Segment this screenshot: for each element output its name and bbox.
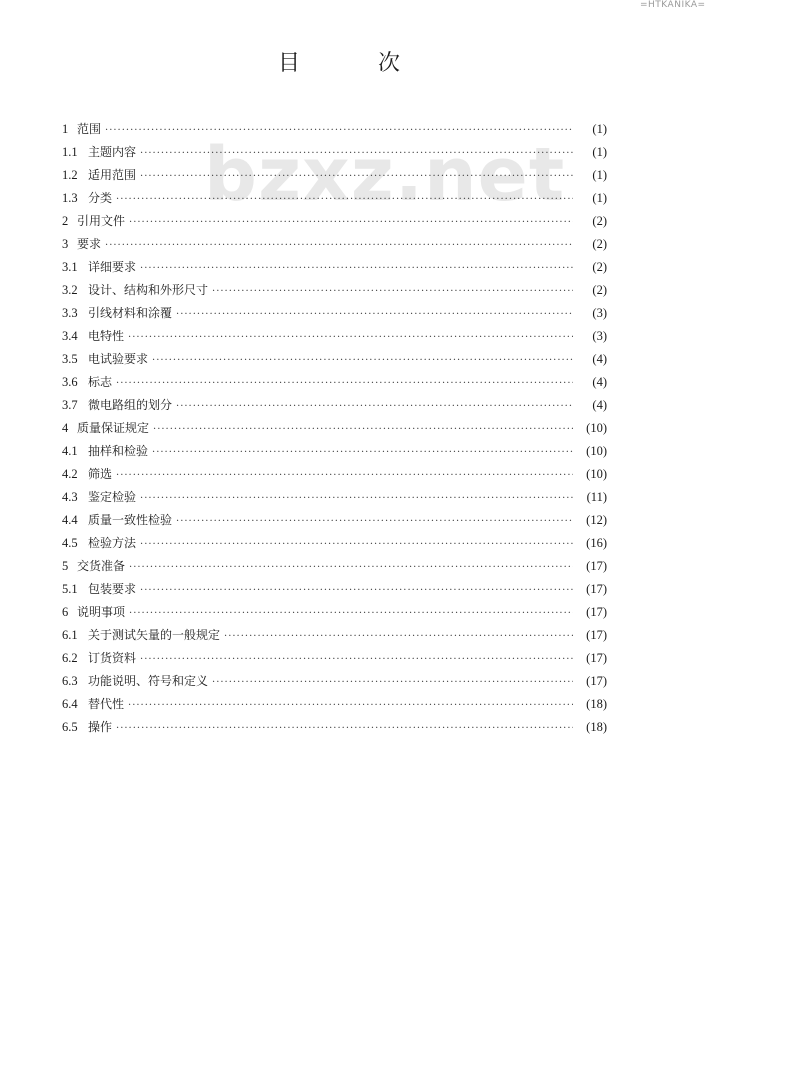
toc-entry[interactable] (62, 233, 607, 256)
toc-entry-page: (16) (586, 536, 607, 550)
toc-entry-label: 电试验要求 (88, 352, 149, 366)
toc-entry[interactable] (62, 394, 607, 417)
toc-entry-number: 1.1 (62, 145, 78, 159)
toc-entry-label: 检验方法 (88, 536, 137, 550)
toc-entry-label: 关于测试矢量的一般规定 (88, 628, 221, 642)
toc-entry-page: (2) (592, 283, 607, 297)
toc-entry-number: 3.3 (62, 306, 78, 320)
toc-leader-dots (140, 648, 573, 671)
toc-entry-page: (18) (586, 720, 607, 734)
toc-entry[interactable] (62, 164, 607, 187)
toc-leader-dots (140, 579, 573, 602)
toc-entry-page: (2) (592, 260, 607, 274)
toc-leader-dots (128, 694, 573, 717)
toc-entry-number: 6.5 (62, 720, 78, 734)
toc-leader-dots (116, 188, 573, 211)
toc-entry-page: (3) (592, 306, 607, 320)
title-char-1: 目 (278, 51, 301, 76)
toc-entry[interactable] (62, 601, 607, 624)
toc-leader-dots (128, 326, 573, 349)
toc-entry-page: (4) (592, 352, 607, 366)
toc-leader-dots (116, 372, 573, 395)
toc-entry-page: (17) (586, 559, 607, 573)
toc-entry-label: 包装要求 (88, 582, 137, 596)
toc-entry-number: 2 (62, 214, 69, 228)
page-title (278, 46, 400, 77)
toc-entry-label: 替代性 (88, 697, 125, 711)
toc-entry-number: 6 (62, 605, 69, 619)
toc-entry-label: 操作 (88, 720, 113, 734)
toc-entry-label: 微电路组的划分 (88, 398, 173, 412)
toc-entry-label: 要求 (77, 237, 102, 251)
toc-entry-page: (17) (586, 582, 607, 596)
toc-entry-label: 引线材料和涂覆 (88, 306, 173, 320)
toc-leader-dots (224, 625, 573, 648)
toc-entry-page: (4) (592, 375, 607, 389)
toc-leader-dots (140, 487, 573, 510)
toc-entry-page: (1) (592, 191, 607, 205)
toc-leader-dots (116, 464, 573, 487)
toc-entry-number: 6.3 (62, 674, 78, 688)
toc-entry-page: (3) (592, 329, 607, 343)
toc-entry[interactable] (62, 509, 607, 532)
toc-entry-number: 3.4 (62, 329, 78, 343)
toc-entry[interactable] (62, 486, 607, 509)
toc-entry[interactable] (62, 256, 607, 279)
toc-entry-number: 3.2 (62, 283, 78, 297)
toc-entry-number: 3 (62, 237, 69, 251)
toc-entry-label: 适用范围 (88, 168, 137, 182)
toc-entry-label: 详细要求 (88, 260, 137, 274)
toc-entry[interactable] (62, 555, 607, 578)
toc-entry-number: 1.2 (62, 168, 78, 182)
toc-entry[interactable] (62, 417, 607, 440)
toc-entry-number: 4.2 (62, 467, 78, 481)
toc-leader-dots (176, 510, 573, 533)
toc-entry-label: 说明事项 (77, 605, 126, 619)
toc-entry-page: (10) (586, 421, 607, 435)
toc-entry[interactable] (62, 670, 607, 693)
toc-entry[interactable] (62, 371, 607, 394)
toc-entry-label: 主题内容 (88, 145, 137, 159)
toc-entry-page: (17) (586, 605, 607, 619)
toc-entry-page: (10) (586, 467, 607, 481)
toc-entry-label: 分类 (88, 191, 113, 205)
toc-entry-label: 订货资料 (88, 651, 137, 665)
toc-entry-label: 抽样和检验 (88, 444, 149, 458)
toc-leader-dots (129, 556, 573, 579)
toc-entry[interactable] (62, 440, 607, 463)
toc-entry[interactable] (62, 325, 607, 348)
toc-entry-page: (12) (586, 513, 607, 527)
toc-leader-dots (152, 349, 573, 372)
toc-leader-dots (116, 717, 573, 740)
toc-leader-dots (129, 211, 573, 234)
toc-entry-page: (1) (592, 145, 607, 159)
toc-entry-number: 5.1 (62, 582, 78, 596)
toc-leader-dots (212, 280, 573, 303)
toc-entry[interactable] (62, 187, 607, 210)
watermark: bzxz.net (204, 132, 566, 218)
toc-entry-label: 质量一致性检验 (88, 513, 173, 527)
toc-entry-number: 1.3 (62, 191, 78, 205)
toc-leader-dots (105, 234, 573, 257)
toc-entry-number: 3.6 (62, 375, 78, 389)
toc-entry-label: 筛选 (88, 467, 113, 481)
toc-entry[interactable] (62, 693, 607, 716)
toc-entry-label: 鉴定检验 (88, 490, 137, 504)
toc-entry-number: 5 (62, 559, 69, 573)
toc-entry-page: (17) (586, 628, 607, 642)
toc-leader-dots (212, 671, 573, 694)
toc-leader-dots (153, 418, 573, 441)
toc-entry[interactable] (62, 302, 607, 325)
toc-leader-dots (176, 395, 573, 418)
toc-entry[interactable] (62, 578, 607, 601)
toc-leader-dots (152, 441, 573, 464)
toc-leader-dots (176, 303, 573, 326)
toc-entry[interactable] (62, 624, 607, 647)
toc-entry-label: 电特性 (88, 329, 125, 343)
toc-entry-number: 1 (62, 122, 69, 136)
toc-entry-page: (10) (586, 444, 607, 458)
toc-entry[interactable] (62, 647, 607, 670)
toc-entry-label: 引用文件 (77, 214, 126, 228)
toc-entry-page: (17) (586, 674, 607, 688)
toc-entry[interactable] (62, 118, 607, 141)
toc-entry[interactable] (62, 141, 607, 164)
toc-entry-page: (2) (592, 237, 607, 251)
toc-leader-dots (140, 165, 573, 188)
toc-entry-number: 4.3 (62, 490, 78, 504)
toc-entry-page: (1) (592, 122, 607, 136)
toc-entry[interactable] (62, 210, 607, 233)
toc-leader-dots (140, 142, 573, 165)
toc-entry-number: 3.1 (62, 260, 78, 274)
toc-entry-number: 6.4 (62, 697, 78, 711)
toc-entry[interactable] (62, 463, 607, 486)
toc-entry-label: 范围 (77, 122, 102, 136)
toc-entry-number: 6.1 (62, 628, 78, 642)
toc-entry-page: (18) (586, 697, 607, 711)
corner-mark: =HTKANIKA= (640, 0, 706, 10)
toc-leader-dots (140, 533, 573, 556)
toc-entry-number: 4.5 (62, 536, 78, 550)
toc-entry-label: 质量保证规定 (77, 421, 150, 435)
toc-entry-page: (17) (586, 651, 607, 665)
toc-entry[interactable] (62, 348, 607, 371)
toc-entry-label: 标志 (88, 375, 113, 389)
toc-leader-dots (129, 602, 573, 625)
toc-entry-number: 6.2 (62, 651, 78, 665)
toc-entry-number: 3.7 (62, 398, 78, 412)
title-char-2: 次 (377, 51, 400, 76)
table-of-contents (62, 118, 607, 739)
toc-entry-page: (11) (586, 490, 607, 504)
toc-entry-number: 4.4 (62, 513, 78, 527)
toc-entry[interactable] (62, 532, 607, 555)
toc-entry-page: (1) (592, 168, 607, 182)
toc-entry-label: 功能说明、符号和定义 (88, 674, 209, 688)
toc-entry-number: 4.1 (62, 444, 78, 458)
toc-leader-dots (140, 257, 573, 280)
toc-entry-page: (4) (592, 398, 607, 412)
toc-entry-label: 设计、结构和外形尺寸 (88, 283, 209, 297)
toc-entry-page: (2) (592, 214, 607, 228)
toc-entry-label: 交货准备 (77, 559, 126, 573)
toc-entry[interactable] (62, 279, 607, 302)
toc-entry-number: 3.5 (62, 352, 78, 366)
toc-leader-dots (105, 119, 573, 142)
toc-entry[interactable] (62, 716, 607, 739)
toc-entry-number: 4 (62, 421, 69, 435)
